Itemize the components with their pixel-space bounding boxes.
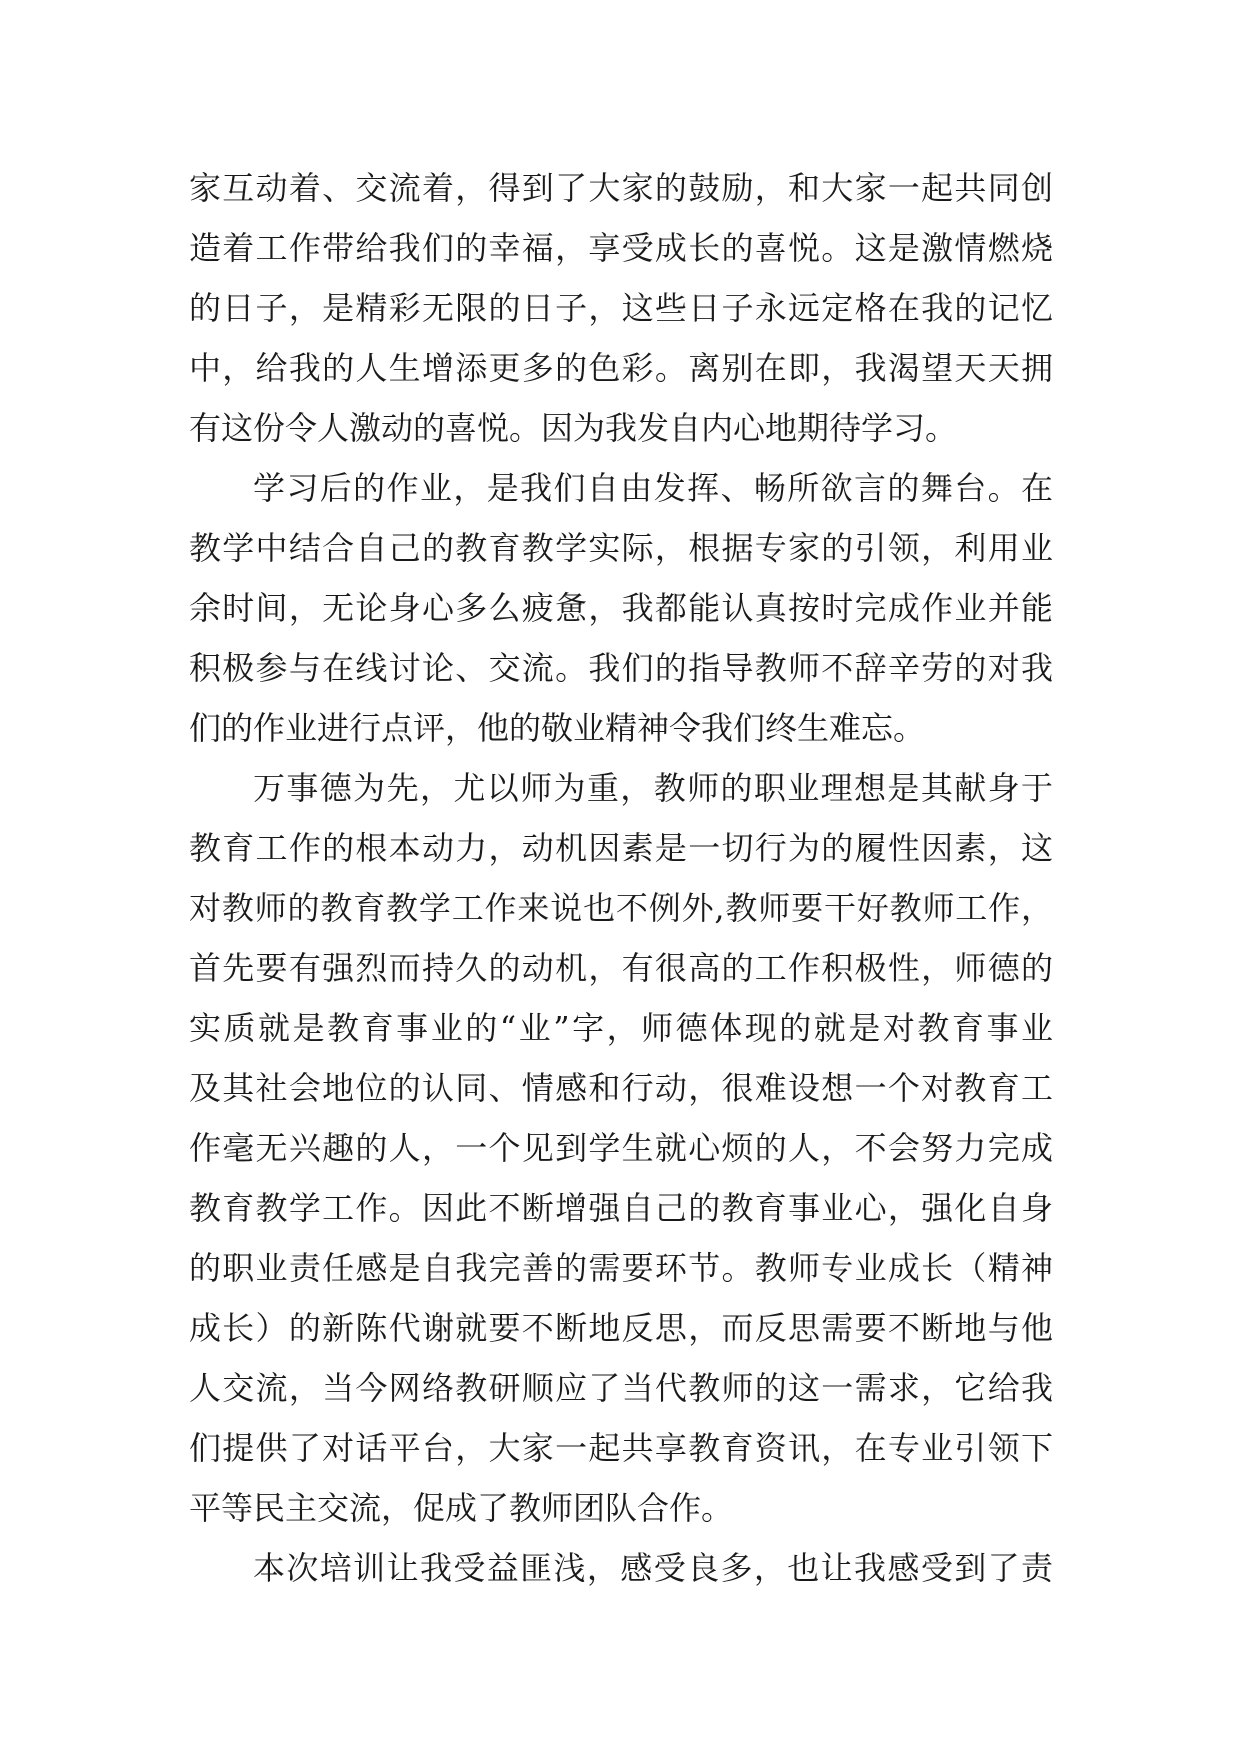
paragraph-line: 作毫无兴趣的人，一个见到学生就心烦的人，不会努力完成 [189, 1129, 1053, 1167]
paragraph-line: 教学中结合自己的教育教学实际，根据专家的引领，利用业 [189, 529, 1053, 567]
paragraph-line: 学习后的作业，是我们自由发挥、畅所欲言的舞台。在 [253, 469, 1053, 507]
paragraph-line: 人交流，当今网络教研顺应了当代教师的这一需求，它给我 [189, 1369, 1053, 1407]
paragraph-line: 平等民主交流，促成了教师团队合作。 [189, 1489, 734, 1527]
paragraph-line: 实质就是教育事业的“业”字，师德体现的就是对教育事业 [189, 1009, 1053, 1047]
paragraph-line: 成长）的新陈代谢就要不断地反思，而反思需要不断地与他 [189, 1309, 1053, 1347]
paragraph-line: 首先要有强烈而持久的动机，有很高的工作积极性，师德的 [189, 949, 1053, 987]
paragraph-line: 家互动着、交流着，得到了大家的鼓励，和大家一起共同创 [189, 169, 1053, 207]
paragraph-line: 们的作业进行点评，他的敬业精神令我们终生难忘。 [189, 709, 926, 747]
paragraph-line: 本次培训让我受益匪浅，感受良多，也让我感受到了责 [253, 1549, 1053, 1587]
paragraph-line: 有这份令人激动的喜悦。因为我发自内心地期待学习。 [189, 409, 958, 447]
paragraph-line: 造着工作带给我们的幸福，享受成长的喜悦。这是激情燃烧 [189, 229, 1053, 267]
paragraph-line: 积极参与在线讨论、交流。我们的指导教师不辞辛劳的对我 [189, 649, 1053, 687]
paragraph-line: 的职业责任感是自我完善的需要环节。教师专业成长（精神 [189, 1249, 1053, 1287]
paragraph-line: 们提供了对话平台，大家一起共享教育资讯，在专业引领下 [189, 1429, 1053, 1467]
paragraph-line: 教育教学工作。因此不断增强自己的教育事业心，强化自身 [189, 1189, 1053, 1227]
paragraph-line: 教育工作的根本动力，动机因素是一切行为的履性因素，这 [189, 829, 1053, 867]
paragraph-line: 对教师的教育教学工作来说也不例外,教师要干好教师工作， [189, 889, 1053, 927]
paragraph-line: 万事德为先，尤以师为重，教师的职业理想是其献身于 [253, 769, 1053, 807]
paragraph-line: 中，给我的人生增添更多的色彩。离别在即，我渴望天天拥 [189, 349, 1053, 387]
paragraph-line: 的日子，是精彩无限的日子，这些日子永远定格在我的记忆 [189, 289, 1053, 327]
paragraph-line: 余时间，无论身心多么疲惫，我都能认真按时完成作业并能 [189, 589, 1053, 627]
paragraph-line: 及其社会地位的认同、情感和行动，很难设想一个对教育工 [189, 1069, 1053, 1107]
